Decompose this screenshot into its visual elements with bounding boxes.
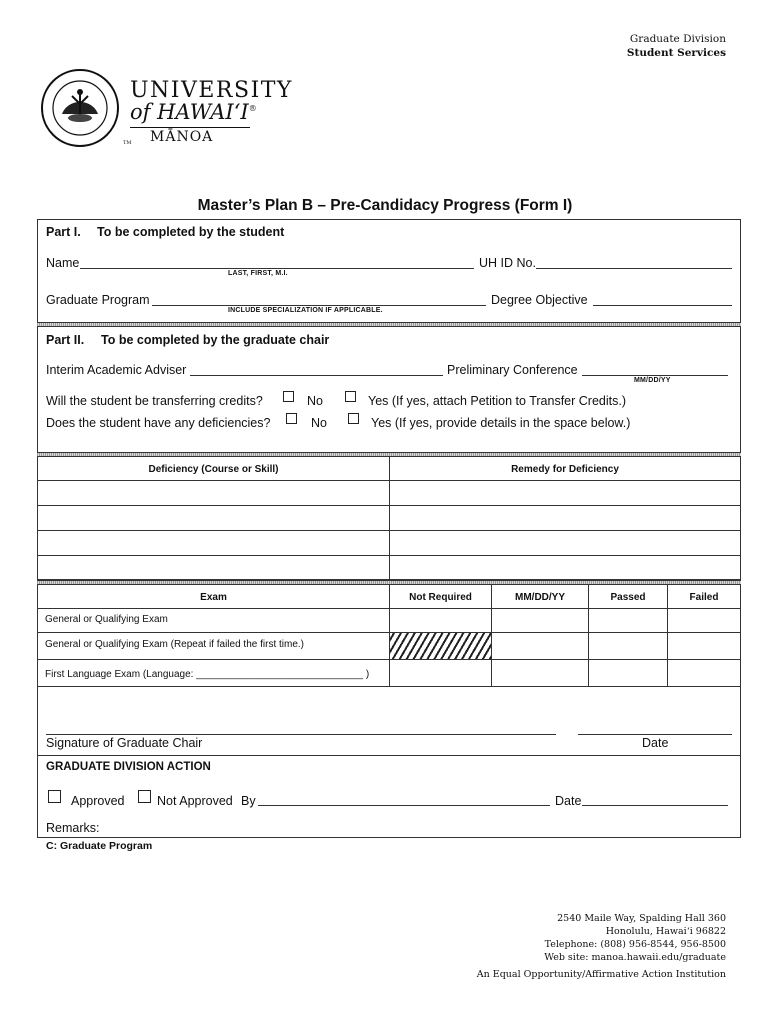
deficiency-no-label: No — [311, 416, 327, 430]
exam-row-3-label: First Language Exam (Language: ______________________________ ) — [45, 669, 370, 680]
exam-row-2-not-required-hatched — [389, 632, 492, 660]
exam-row-1-date[interactable] — [491, 608, 589, 633]
transfer-no-label: No — [307, 394, 323, 408]
chair-signature-field[interactable] — [46, 734, 556, 735]
remedy-header: Remedy for Deficiency — [511, 464, 619, 475]
remarks-label: Remarks: — [46, 821, 100, 835]
exam-table — [37, 584, 741, 687]
adviser-label: Interim Academic Adviser — [46, 363, 187, 377]
action-heading: GRADUATE DIVISION ACTION — [46, 761, 211, 773]
remedy-cell-2[interactable] — [389, 505, 741, 531]
passed-header: Passed — [610, 592, 646, 603]
footer-address2: Honolulu, Hawaiʻi 96822 — [605, 926, 726, 937]
exam-row-2-date[interactable] — [491, 632, 589, 660]
part1-label: Part I. — [46, 225, 81, 239]
deficiency-header: Deficiency (Course or Skill) — [148, 464, 279, 475]
transfer-yes-checkbox[interactable] — [345, 391, 356, 402]
header-division — [627, 32, 726, 60]
division-text: Graduate Division — [629, 33, 726, 45]
exam-header: Exam — [200, 592, 227, 603]
uhid-field[interactable] — [536, 268, 732, 269]
action-date-field[interactable] — [582, 805, 728, 806]
registered-mark: ® — [248, 104, 257, 113]
services-text: Student Services — [626, 47, 726, 59]
adviser-field[interactable] — [190, 375, 443, 376]
seal-icon — [40, 68, 120, 148]
logo-line2 — [130, 100, 257, 124]
name-field[interactable] — [80, 268, 474, 269]
university-seal — [40, 68, 120, 148]
exam-row-1-not-required[interactable] — [389, 608, 492, 633]
program-hint: INCLUDE SPECIALIZATION IF APPLICABLE. — [228, 307, 383, 314]
exam-row-2-failed[interactable] — [667, 632, 741, 660]
footer-phone: Telephone: (808) 956-8544, 956-8500 — [544, 939, 726, 950]
action-divider — [37, 755, 741, 756]
form-title: Master’s Plan B – Pre-Candidacy Progress (Form I) — [197, 197, 573, 214]
date-header: MM/DD/YY — [515, 592, 565, 603]
part1-heading: To be completed by the student — [97, 225, 285, 239]
exam-row-3-date[interactable] — [491, 659, 589, 687]
part2-label: Part II. — [46, 333, 85, 347]
remedy-cell-1[interactable] — [389, 480, 741, 506]
logo-line1: UNIVERSITY — [130, 78, 293, 103]
deficiency-yes-label: Yes (If yes, provide details in the space below.) — [371, 416, 631, 430]
transfer-yes-label: Yes (If yes, attach Petition to Transfer Credits.) — [368, 394, 626, 408]
exam-row-3-not-required[interactable] — [389, 659, 492, 687]
deficiency-question: Does the student have any deficiencies? — [46, 416, 271, 430]
tm-mark: TM — [123, 140, 132, 146]
failed-header: Failed — [689, 592, 719, 603]
deficiency-no-checkbox[interactable] — [286, 413, 297, 424]
deficiency-cell-1[interactable] — [37, 480, 390, 506]
approved-label: Approved — [71, 794, 125, 808]
exam-row-2-label: General or Qualifying Exam (Repeat if failed the first time.) — [45, 639, 304, 650]
name-hint: LAST, FIRST, M.I. — [228, 270, 288, 277]
exam-row-2-passed[interactable] — [588, 632, 668, 660]
logo-line3: MĀNOA — [150, 129, 214, 145]
chair-date-field[interactable] — [578, 734, 732, 735]
approved-checkbox[interactable] — [48, 790, 61, 803]
name-label: Name — [46, 256, 80, 270]
exam-row-1-failed[interactable] — [667, 608, 741, 633]
part2-heading: To be completed by the graduate chair — [101, 333, 330, 347]
copy-note: C: Graduate Program — [46, 840, 153, 852]
exam-row-1-passed[interactable] — [588, 608, 668, 633]
conference-hint: MM/DD/YY — [634, 377, 671, 384]
program-label: Graduate Program — [46, 293, 150, 307]
exam-row-3-failed[interactable] — [667, 659, 741, 687]
program-field[interactable] — [152, 305, 486, 306]
degree-field[interactable] — [593, 305, 732, 306]
by-field[interactable] — [258, 805, 550, 806]
conference-field[interactable] — [582, 375, 728, 376]
transfer-question: Will the student be transferring credits? — [46, 394, 263, 408]
footer-address1: 2540 Maile Way, Spalding Hall 360 — [557, 913, 726, 924]
chair-date-label: Date — [642, 736, 669, 750]
action-date-label: Date — [555, 794, 582, 808]
transfer-no-checkbox[interactable] — [283, 391, 294, 402]
exam-row-3-passed[interactable] — [588, 659, 668, 687]
footer-address — [477, 912, 726, 981]
remedy-cell-3[interactable] — [389, 530, 741, 556]
exam-row-1-label: General or Qualifying Exam — [45, 614, 168, 625]
footer-eeo: An Equal Opportunity/Affirmative Action Institution — [476, 969, 726, 980]
deficiency-cell-3[interactable] — [37, 530, 390, 556]
not-approved-checkbox[interactable] — [138, 790, 151, 803]
deficiency-table — [37, 456, 741, 580]
by-label: By — [241, 794, 256, 808]
footer-web: Web site: manoa.hawaii.edu/graduate — [544, 952, 726, 963]
not-approved-label: Not Approved — [157, 794, 233, 808]
logo-divider — [130, 127, 250, 128]
conference-label: Preliminary Conference — [447, 363, 578, 377]
deficiency-cell-4[interactable] — [37, 555, 390, 580]
logo-line2-text: of HAWAIʻI — [130, 100, 249, 124]
deficiency-cell-2[interactable] — [37, 505, 390, 531]
uhid-label: UH ID No. — [479, 256, 536, 270]
not-required-header: Not Required — [409, 592, 472, 603]
chair-signature-label: Signature of Graduate Chair — [46, 736, 203, 750]
remedy-cell-4[interactable] — [389, 555, 741, 580]
deficiency-yes-checkbox[interactable] — [348, 413, 359, 424]
degree-label: Degree Objective — [491, 293, 588, 307]
